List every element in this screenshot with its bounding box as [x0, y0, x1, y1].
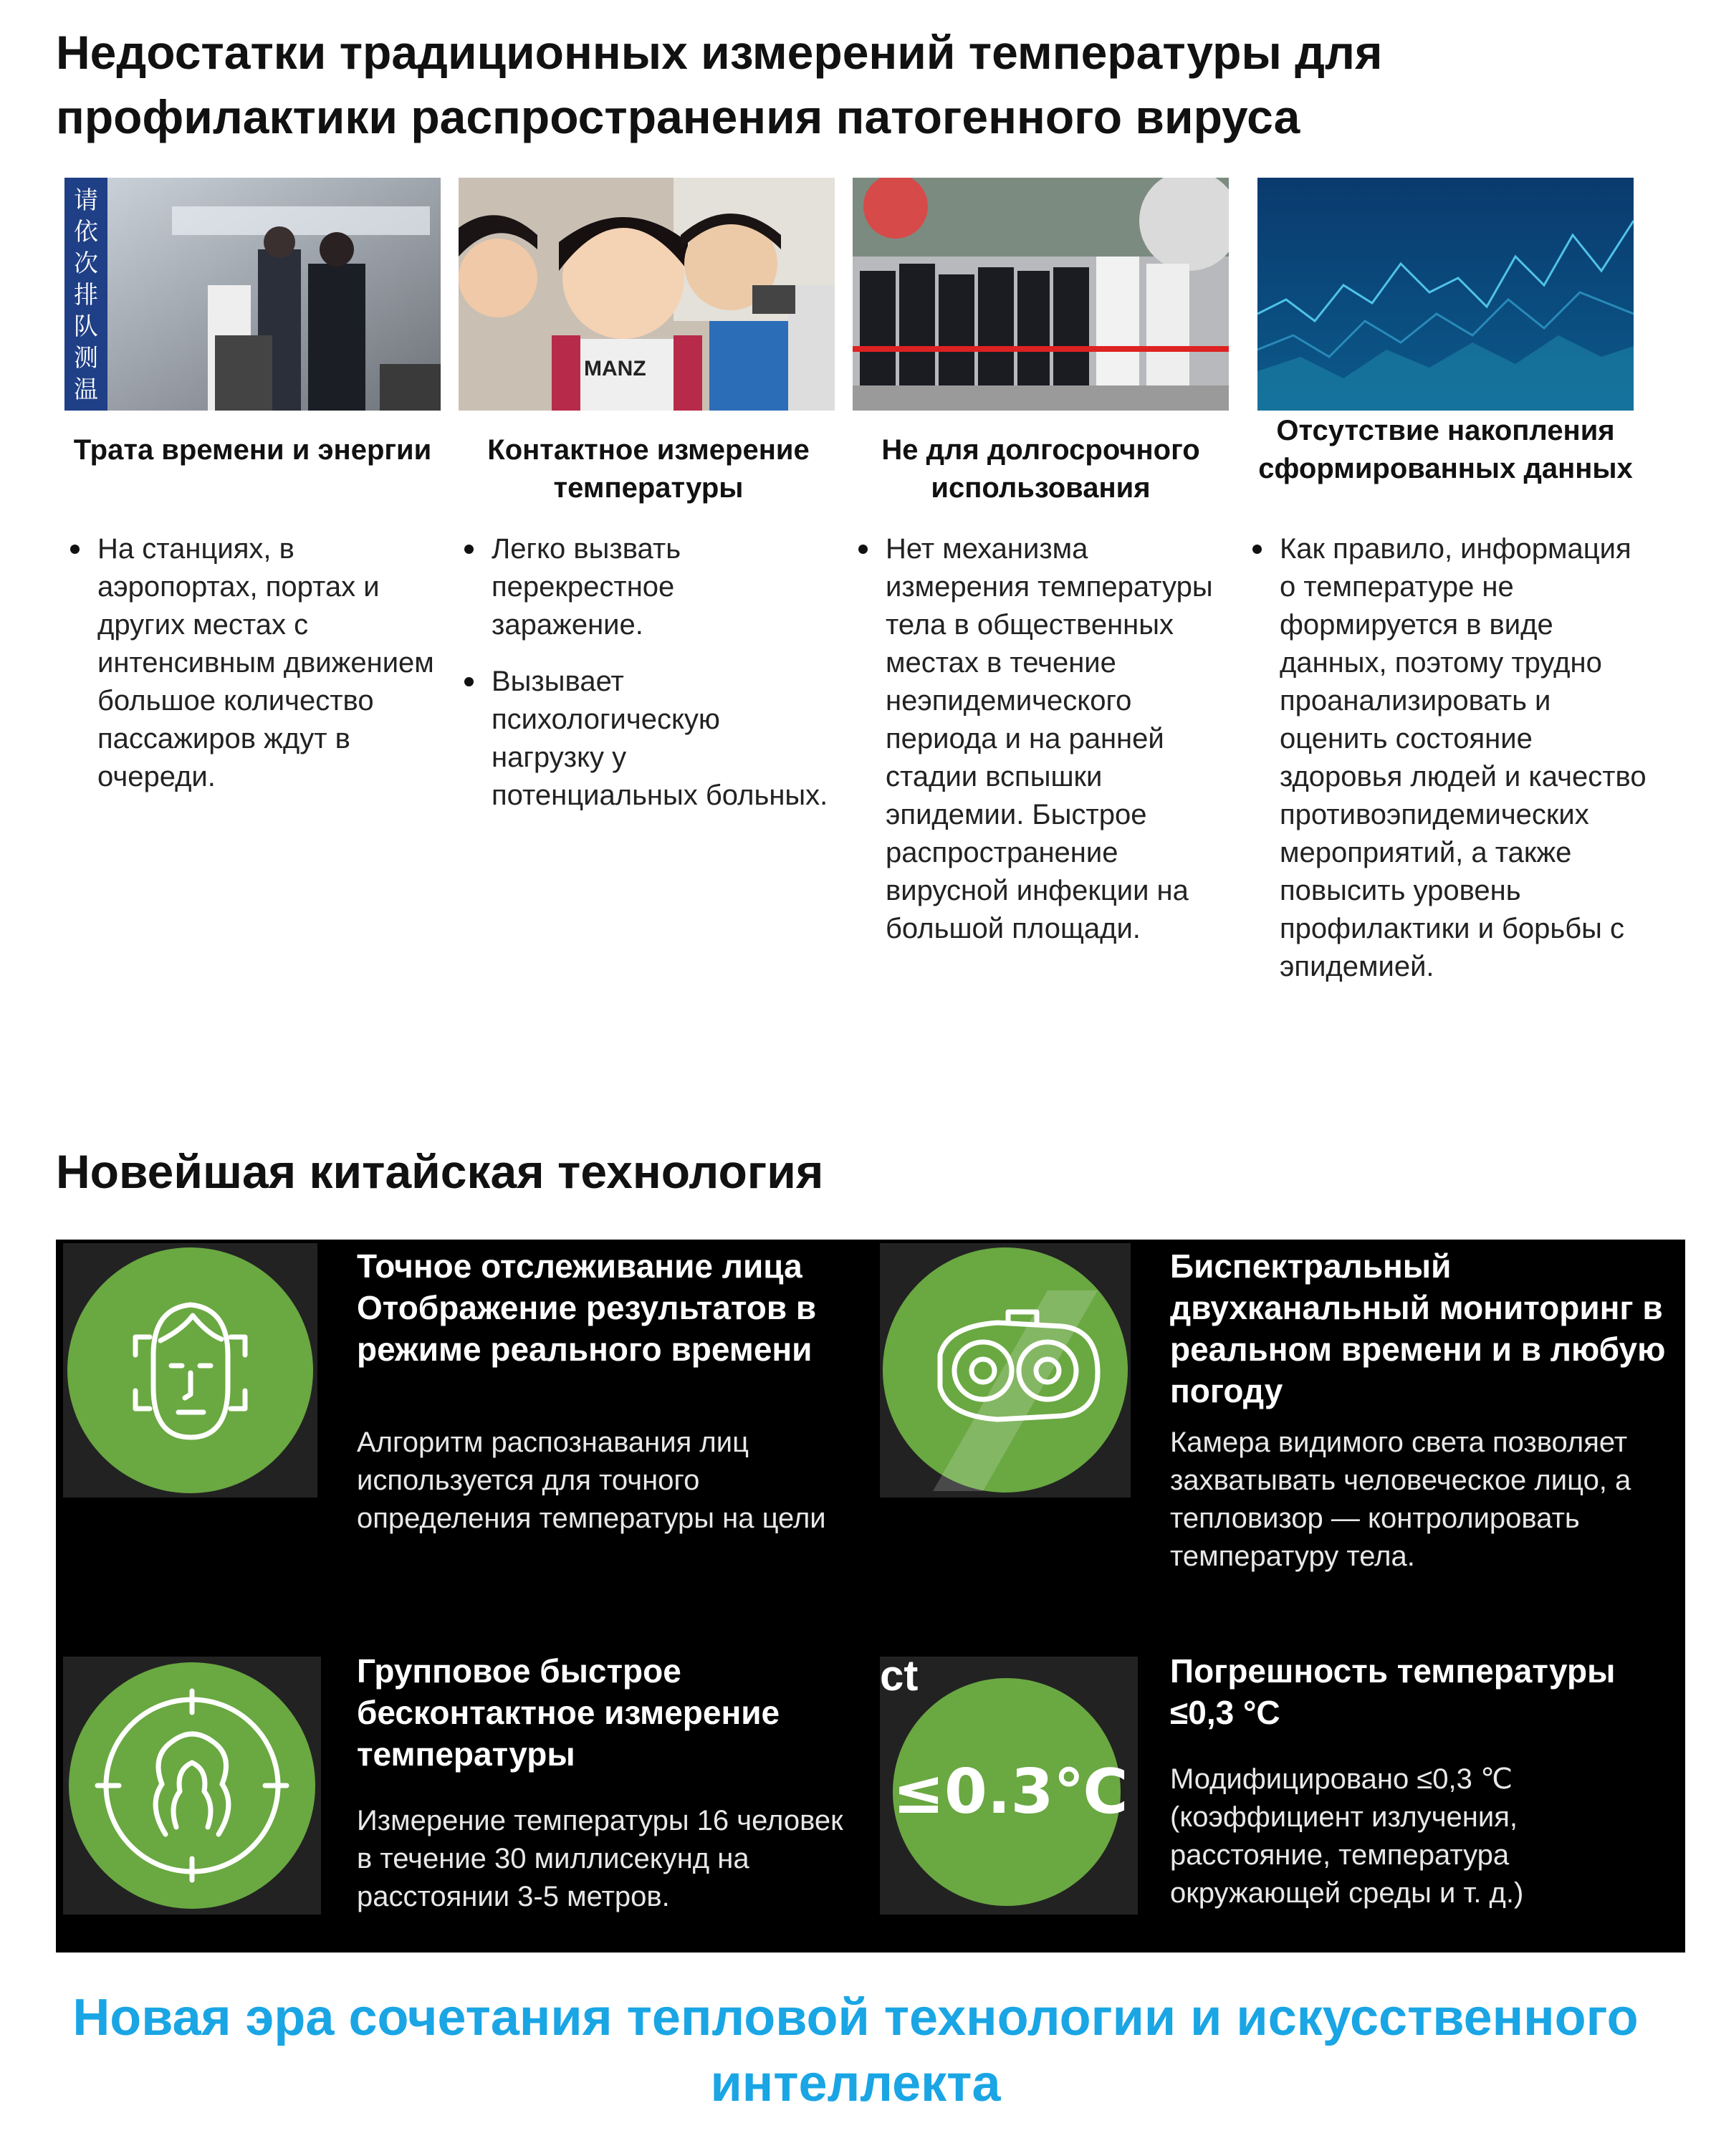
feature-title-1: Точное отслеживание лица Отображение результатов в режиме реального времени — [357, 1247, 817, 1368]
crowd-photo — [853, 178, 1229, 411]
feature-tile-2 — [880, 1243, 1131, 1498]
list-item: Нет механизма измерения температуры тела в общественных местах в течение неэпидемического периода и на ранней стадии вспышки эпидемии. Быстрое распространение вирусной инфекции на большой площади. — [853, 530, 1232, 948]
dual-camera-icon — [883, 1247, 1128, 1493]
column-title-3: Не для долгосрочного использования — [881, 434, 1200, 504]
feature-tile-3 — [63, 1657, 321, 1915]
column-title-2: Контактное измерение температуры — [487, 434, 810, 504]
feature-desc-2: Камера видимого света позволяет захватывать человеческое лицо, а тепловизор — контролировать температуру тела. — [1170, 1427, 1631, 1572]
feature-tile-4 — [880, 1657, 1138, 1915]
column-list-2 — [459, 530, 831, 833]
children-photo — [459, 178, 835, 411]
feature-title-4: Погрешность температуры ≤0,3 °C — [1170, 1652, 1616, 1731]
feature-desc-4: Модифицировано ≤0,3 ℃ (коэффициент излучения, расстояние, температура окружающей среды и т. д.) — [1170, 1763, 1524, 1909]
accuracy-icon — [893, 1678, 1128, 1906]
list-item: На станциях, в аэропортах, портах и других местах с интенсивным движением большое количество пассажиров ждут в очереди. — [64, 530, 437, 796]
list-item: Как правило, информация о температуре не формируется в виде данных, поэтому трудно проанализировать и оценить состояние здоровья людей и качество противоэпидемических мероприятий, а также повысить уровень профилактики и борьбы с эпидемией. — [1247, 530, 1655, 986]
page-heading: Недостатки традиционных измерений температуры для профилактики распространения патогенного вируса — [56, 26, 1383, 143]
column-list-4 — [1247, 530, 1655, 1005]
chart-photo — [1257, 178, 1634, 411]
section-heading: Новейшая китайская технология — [56, 1145, 824, 1198]
accuracy-icon-text: ≤0.3℃ — [893, 1756, 1128, 1828]
list-item: Вызывает психологическую нагрузку у потенциальных больных. — [459, 663, 831, 815]
feature-title-2: Биспектральный двухканальный мониторинг в реальном времени и в любую погоду — [1170, 1247, 1666, 1409]
face-tracking-icon — [67, 1247, 313, 1493]
feature-desc-1: Алгоритм распознавания лиц используется для точного определения температуры на цели — [357, 1427, 826, 1534]
queue-sign-text: 请依次排队测温 — [74, 186, 98, 404]
feature-title-3: Групповое быстрое бесконтактное измерение температуры — [357, 1652, 780, 1773]
column-title-4: Отсутствие накопления сформированных данных — [1258, 415, 1633, 484]
shirt-text: MANZ — [584, 357, 646, 380]
queue-photo — [64, 178, 441, 411]
feature-tile-1 — [63, 1243, 317, 1498]
accuracy-corner-text: ct — [880, 1657, 919, 1700]
column-title-1: Трата времени и энергии — [73, 434, 432, 466]
features-panel — [56, 1240, 1685, 1953]
column-list-1 — [64, 530, 437, 815]
list-item: Легко вызвать перекрестное заражение. — [459, 530, 831, 644]
column-list-3 — [853, 530, 1232, 967]
group-measure-icon — [69, 1662, 315, 1909]
feature-desc-3: Измерение температуры 16 человек в течение 30 миллисекунд на расстоянии 3-5 метров. — [357, 1805, 843, 1912]
footer-tagline: Новая эра сочетания тепловой технологии и искусственного интеллекта — [72, 1989, 1639, 2112]
